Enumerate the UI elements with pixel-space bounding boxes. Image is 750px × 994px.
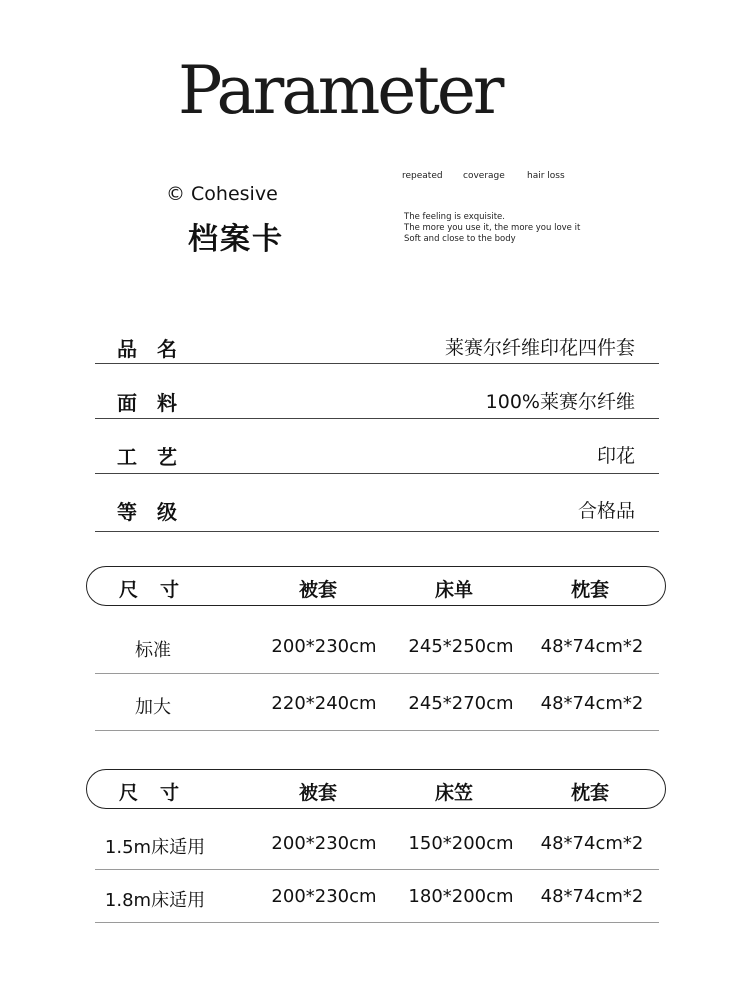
fitted-sheet-size: 180*200cm: [408, 886, 514, 907]
header-pillowcase: 枕套: [571, 579, 610, 601]
tag-coverage: coverage: [463, 171, 505, 181]
row-label: 1.8m床适用: [104, 890, 206, 911]
divider: [95, 418, 659, 419]
param-label: 品名: [117, 337, 197, 361]
header-size: 尺寸: [119, 579, 202, 601]
tagline-line-1: The feeling is exquisite.: [404, 212, 505, 222]
sheet-size: 245*250cm: [408, 636, 514, 657]
param-value: 印花: [596, 445, 635, 467]
brand-name: © Cohesive: [166, 183, 278, 205]
duvet-size: 200*230cm: [271, 833, 377, 854]
param-value: 合格品: [577, 500, 635, 522]
divider: [95, 673, 659, 674]
divider: [95, 473, 659, 474]
duvet-size: 220*240cm: [271, 693, 377, 714]
divider: [95, 869, 659, 870]
param-label: 面料: [117, 391, 197, 415]
tagline-line-2: The more you use it, the more you love it: [404, 223, 581, 233]
fitted-sheet-size: 150*200cm: [408, 833, 514, 854]
pillowcase-size: 48*74cm*2: [540, 833, 644, 854]
divider: [95, 730, 659, 731]
divider: [95, 531, 659, 532]
param-label: 等级: [117, 500, 197, 524]
card-title: 档案卡: [188, 222, 284, 257]
row-label: 加大: [135, 697, 171, 718]
param-value: 莱赛尔纤维印花四件套: [444, 337, 635, 359]
row-label: 标准: [135, 640, 171, 661]
pillowcase-size: 48*74cm*2: [540, 636, 644, 657]
header-sheet: 床单: [435, 579, 474, 601]
divider: [95, 363, 659, 364]
tag-hair-loss: hair loss: [527, 171, 565, 181]
param-label: 工艺: [117, 445, 197, 469]
pillowcase-size: 48*74cm*2: [540, 886, 644, 907]
pillowcase-size: 48*74cm*2: [540, 693, 644, 714]
header-duvet: 被套: [299, 579, 338, 601]
page-title: Parameter: [178, 52, 502, 129]
size-table-2-header: [86, 769, 666, 809]
tagline-line-3: Soft and close to the body: [404, 234, 516, 244]
sheet-size: 245*270cm: [408, 693, 514, 714]
size-table-1-header: [86, 566, 666, 606]
header-size: 尺寸: [119, 782, 202, 804]
header-fitted-sheet: 床笠: [435, 782, 474, 804]
divider: [95, 922, 659, 923]
row-label: 1.5m床适用: [104, 837, 206, 858]
tag-repeated: repeated: [402, 171, 443, 181]
header-pillowcase: 枕套: [571, 782, 610, 804]
header-duvet: 被套: [299, 782, 338, 804]
duvet-size: 200*230cm: [271, 636, 377, 657]
duvet-size: 200*230cm: [271, 886, 377, 907]
param-value: 100%莱赛尔纤维: [485, 391, 635, 413]
